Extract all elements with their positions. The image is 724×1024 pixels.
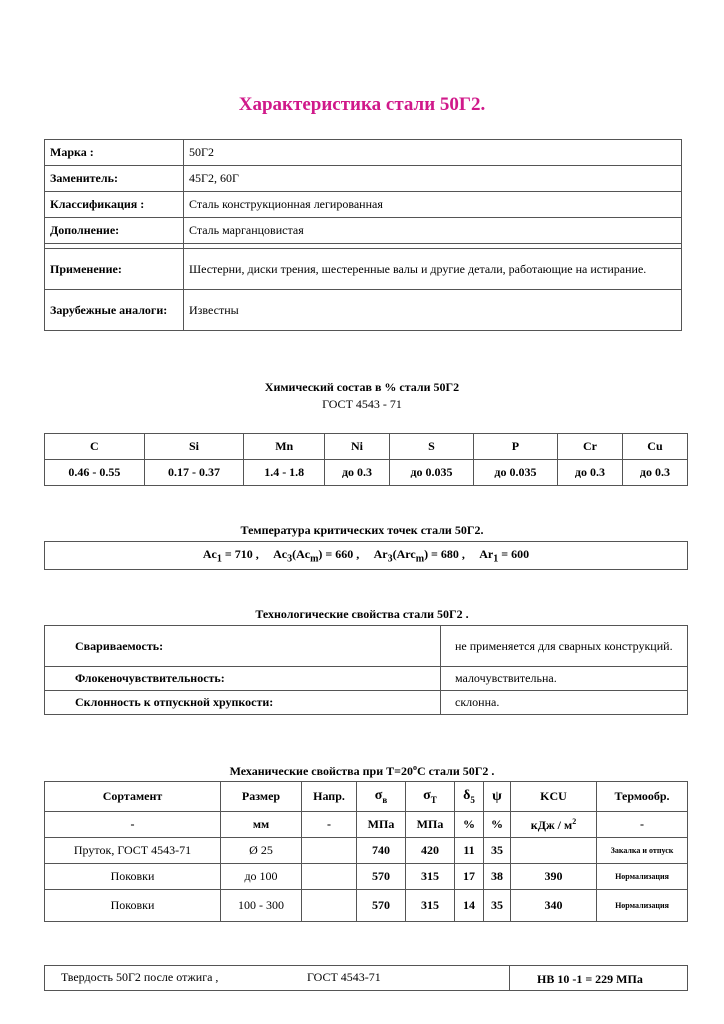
spec-row <box>45 218 682 244</box>
ac3-value: 660 <box>335 546 354 561</box>
mech-header: KCU <box>511 782 597 812</box>
mech-cell: Поковки <box>45 864 221 890</box>
mech-cell: 340 <box>511 890 597 922</box>
hardness-label: Твердость 50Г2 после отжига , <box>61 970 219 984</box>
chem-header: Cu <box>622 434 687 460</box>
mech-row <box>45 838 688 864</box>
chem-value: 1.4 - 1.8 <box>244 460 325 486</box>
chem-header: Cr <box>557 434 622 460</box>
chem-value: до 0.3 <box>557 460 622 486</box>
spec-label: Зарубежные аналоги: <box>45 290 184 331</box>
mech-unit: мм <box>221 812 302 838</box>
tech-value: малочувствительна. <box>441 667 688 691</box>
hardness-divider <box>509 966 510 990</box>
hardness-value: НВ 10 -1 = 229 МПа <box>537 972 643 986</box>
chem-header: Si <box>144 434 244 460</box>
chem-table <box>44 433 688 486</box>
mech-cell: Закалка и отпуск <box>597 838 688 864</box>
mech-row <box>45 864 688 890</box>
spec-label: Заменитель: <box>45 166 184 192</box>
spec-table <box>44 139 682 331</box>
tech-value: склонна. <box>441 691 688 715</box>
hardness-gost: ГОСТ 4543-71 <box>307 970 381 984</box>
ar3-value: 680 <box>440 546 459 561</box>
mech-cell: 390 <box>511 864 597 890</box>
mech-table <box>44 781 688 922</box>
mech-cell: 35 <box>484 890 511 922</box>
mech-header: Размер <box>221 782 302 812</box>
hardness-box <box>44 965 688 991</box>
mech-cell: 17 <box>455 864 484 890</box>
tech-table <box>44 625 688 715</box>
mech-cell: 740 <box>357 838 406 864</box>
crit-points: $Ac_1 = 710$ , $Ac_3(Ac_m) = 660$ , $Ar_3(Arc_m) = 680$ , $Ar_1 = 600$ <box>44 541 688 570</box>
mech-cell: 315 <box>406 890 455 922</box>
spec-label: Применение: <box>45 249 184 290</box>
mech-unit: - <box>597 812 688 838</box>
spec-row <box>45 140 682 166</box>
mech-unit: кДж / $м^2$ <box>511 812 597 838</box>
spec-label: Дополнение: <box>45 218 184 244</box>
mech-header: Напр. <box>302 782 357 812</box>
mech-cell: 315 <box>406 864 455 890</box>
tech-row <box>45 667 688 691</box>
mech-cell: Нормализация <box>597 864 688 890</box>
mech-header: $\sigma_T$ <box>406 782 455 812</box>
mech-cell: 420 <box>406 838 455 864</box>
mech-cell: 35 <box>484 838 511 864</box>
mech-row <box>45 890 688 922</box>
spec-label: Классификация : <box>45 192 184 218</box>
mech-header: $\delta_5$ <box>455 782 484 812</box>
spec-row <box>45 192 682 218</box>
spec-value: Известны <box>184 290 682 331</box>
mech-unit: МПа <box>406 812 455 838</box>
mech-unit: - <box>302 812 357 838</box>
mech-cell: Пруток, ГОСТ 4543-71 <box>45 838 221 864</box>
mech-unit: - <box>45 812 221 838</box>
spec-value: 45Г2, 60Г <box>184 166 682 192</box>
mech-title: Механические свойства при $Т=20^oС$ стали 50Г2 . <box>229 763 495 778</box>
chem-value: до 0.3 <box>622 460 687 486</box>
mech-cell: 570 <box>357 864 406 890</box>
mech-cell <box>302 864 357 890</box>
mech-unit: % <box>484 812 511 838</box>
mech-cell: Нормализация <box>597 890 688 922</box>
tech-label: Флокеночувствительность: <box>45 667 441 691</box>
mech-cell: 100 - 300 <box>221 890 302 922</box>
chem-title: Химический состав в % стали 50Г2 <box>264 380 460 394</box>
chem-header: C <box>45 434 145 460</box>
chem-header: Ni <box>325 434 390 460</box>
mech-cell <box>302 838 357 864</box>
chem-value: 0.46 - 0.55 <box>45 460 145 486</box>
chem-value: до 0.035 <box>473 460 557 486</box>
spec-value: 50Г2 <box>184 140 682 166</box>
mech-cell: Поковки <box>45 890 221 922</box>
tech-row <box>45 691 688 715</box>
mech-unit: % <box>455 812 484 838</box>
mech-cell: до 100 <box>221 864 302 890</box>
spec-label: Марка : <box>45 140 184 166</box>
tech-value: не применяется для сварных конструкций. <box>441 626 688 667</box>
mech-cell: Ø 25 <box>221 838 302 864</box>
tech-label: Свариваемость: <box>45 626 441 667</box>
tech-title: Технологические свойства стали 50Г2 . <box>255 607 469 621</box>
spec-row <box>45 249 682 290</box>
spec-value: Сталь марганцовистая <box>184 218 682 244</box>
ac1-value: 710 <box>234 546 253 561</box>
spec-value: Сталь конструкционная легированная <box>184 192 682 218</box>
crit-title: Температура критических точек стали 50Г2. <box>240 523 484 537</box>
chem-value: 0.17 - 0.37 <box>144 460 244 486</box>
page-title: Характеристика стали 50Г2. <box>238 94 486 115</box>
mech-header: $\sigma_в$ <box>357 782 406 812</box>
chem-value: до 0.035 <box>390 460 474 486</box>
mech-cell <box>511 838 597 864</box>
chem-gost: ГОСТ 4543 - 71 <box>322 397 402 411</box>
mech-cell <box>302 890 357 922</box>
chem-header: S <box>390 434 474 460</box>
chem-header: P <box>473 434 557 460</box>
chem-header: Mn <box>244 434 325 460</box>
mech-cell: 38 <box>484 864 511 890</box>
tech-row <box>45 626 688 667</box>
mech-unit: МПа <box>357 812 406 838</box>
mech-header: ψ <box>484 782 511 812</box>
mech-header: Термообр. <box>597 782 688 812</box>
spec-row <box>45 290 682 331</box>
ar1-value: 600 <box>511 546 530 561</box>
tech-label: Склонность к отпускной хрупкости: <box>45 691 441 715</box>
mech-cell: 14 <box>455 890 484 922</box>
mech-cell: 570 <box>357 890 406 922</box>
mech-header: Сортамент <box>45 782 221 812</box>
mech-cell: 11 <box>455 838 484 864</box>
spec-row <box>45 166 682 192</box>
chem-value: до 0.3 <box>325 460 390 486</box>
spec-value: Шестерни, диски трения, шестеренные валы и другие детали, работающие на истирание. <box>184 249 682 290</box>
